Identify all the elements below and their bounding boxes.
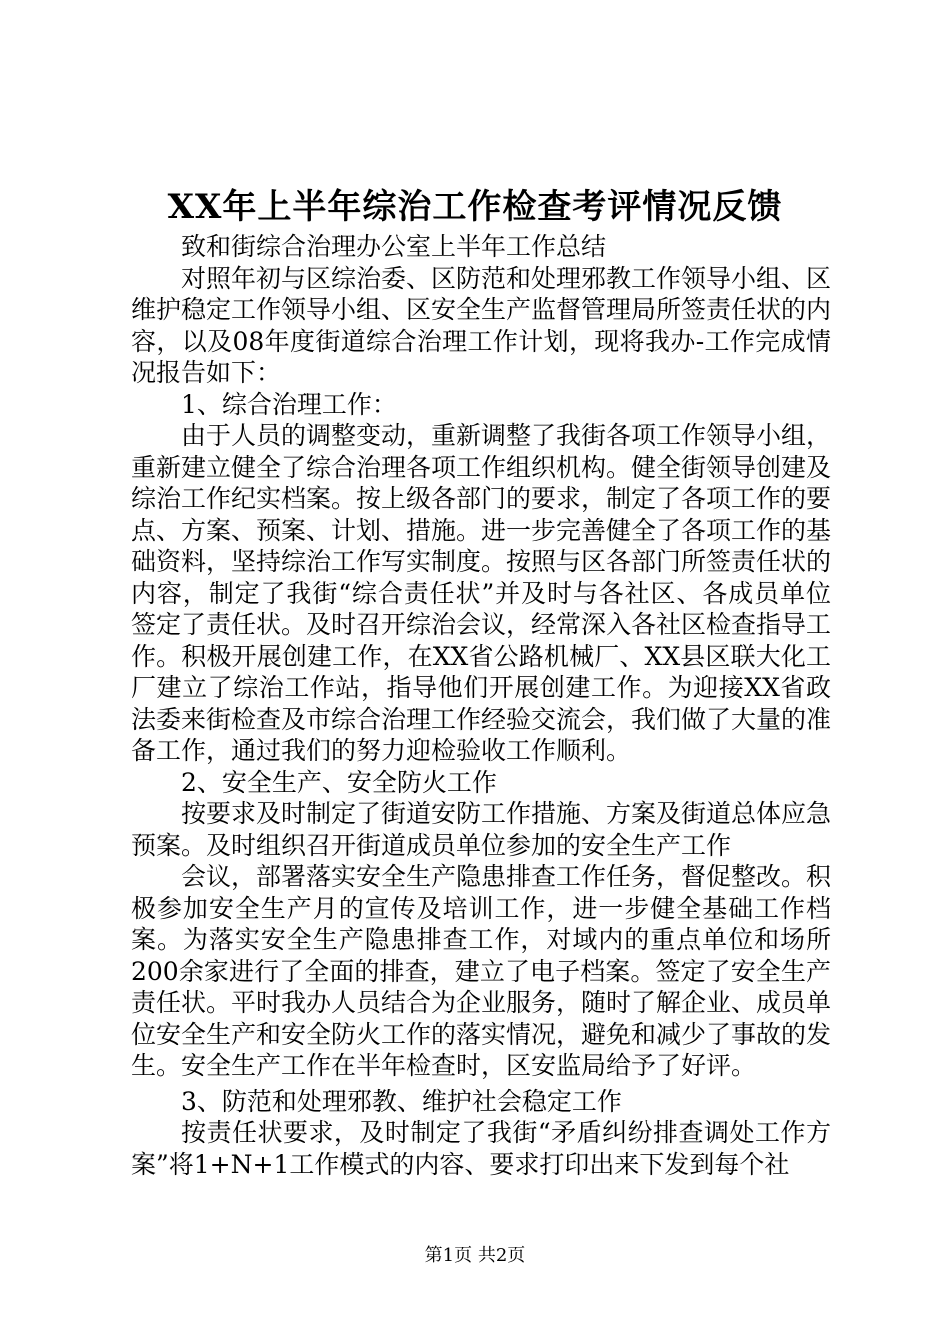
document-body	[131, 231, 831, 1180]
document-title: XX年上半年综治工作检查考评情况反馈	[167, 187, 783, 227]
section-heading: 2、安全生产、安全防火工作	[181, 767, 497, 797]
paragraph: 按要求及时制定了街道安防工作措施、方案及街道总体应急预案。及时组织召开街道成员单位参加的安全生产工作	[131, 799, 832, 860]
section-heading: 3、防范和处理邪教、维护社会稳定工作	[181, 1086, 622, 1116]
paragraph: 会议，部署落实安全生产隐患排查工作任务，督促整改。积极参加安全生产月的宣传及培训工作，进一步健全基础工作档案。为落实安全生产隐患排查工作，对域内的重点单位和场所200余家进行了全面的排查，建立了电子档案。签定了安全生产责任状。平时我办人员结合为企业服务，随时了解企业、成员单位安全生产和安全防火工作的落实情况，避免和减少了事故的发生。安全生产工作在半年检查时，区安监局给予了好评。	[131, 862, 832, 1080]
paragraph: 按责任状要求，及时制定了我街“矛盾纠纷排查调处工作方案”将1+N+1工作模式的内容、要求打印出来下发到每个社	[131, 1118, 831, 1179]
section-heading: 1、综合治理工作：	[181, 389, 397, 419]
paragraph: 对照年初与区综治委、区防范和处理邪教工作领导小组、区维护稳定工作领导小组、区安全生产监督管理局所签责任状的内容，以及08年度街道综合治理工作计划，现将我办-工作完成情况报告如下：	[131, 263, 832, 387]
paragraph: 由于人员的调整变动，重新调整了我街各项工作领导小组，重新建立健全了综合治理各项工作组织机构。健全街领导创建及综治工作纪实档案。按上级各部门的要求，制定了各项工作的要点、方案、预案、计划、措施。进一步完善健全了各项工作的基础资料，坚持综治工作写实制度。按照与区各部门所签责任状的内容，制定了我街“综合责任状”并及时与各社区、各成员单位签定了责任状。及时召开综治会议，经常深入各社区检查指导工作。积极开展创建工作，在XX省公路机械厂、XX县区联大化工厂建立了综治工作站，指导他们开展创建工作。为迎接XX省政法委来街检查及市综合治理工作经验交流会，我们做了大量的准备工作，通过我们的努力迎检验收工作顺利。	[131, 421, 832, 765]
page-footer: 第1页 共2页	[424, 1245, 526, 1266]
paragraph: 致和街综合治理办公室上半年工作总结	[181, 232, 607, 261]
